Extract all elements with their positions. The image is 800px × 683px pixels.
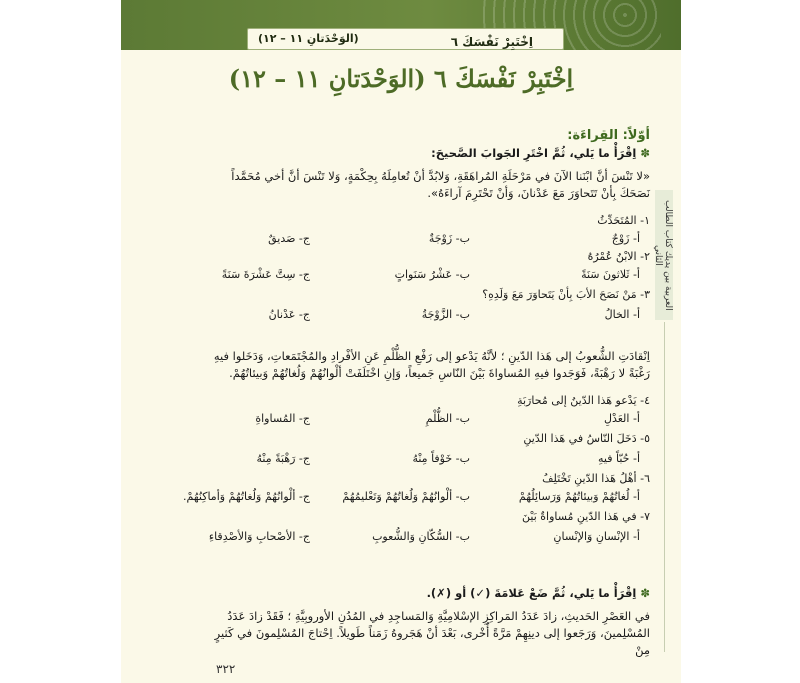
option-c: ج- رَهْبَةً مِنْهُ: [256, 452, 310, 465]
option-c: ج- سِتَّ عَشْرَةَ سَنَةً: [221, 268, 310, 281]
question-5: ٥- دَخَلَ النّاسُ في هَذا الدّينِ: [523, 432, 650, 445]
instruction-text: اِقْرَأْ ما يَلي، ثُمَّ اخْتَرِ الجَوابَ الصَّحيحَ:: [431, 146, 637, 160]
option-a: أ- ثَلاثونَ سَنَةً: [581, 268, 640, 281]
option-c: ج- الأصْحابِ وَالأصْدِقاءِ: [208, 530, 310, 543]
option-b: ب- الظُّلْمِ: [425, 412, 470, 425]
question-6: ٦- أهْلُ هَذا الدّينِ تَخْتَلِفُ: [542, 472, 650, 485]
page-number: ٣٢٢: [216, 662, 236, 676]
section1-heading: أوّلاً: القِراءَة:: [567, 128, 650, 143]
option-c: ج- صَديقٌ: [268, 232, 310, 245]
question-3: ٣- مَنْ نَصَحَ الأبَ بِأنْ يَتَحاوَرَ مَعَ وَلَدِهِ؟: [482, 288, 650, 301]
option-a: أ- الإنْسانِ وَالإنْسانِ: [553, 530, 640, 543]
option-a: أ- لُغاتُهُمْ وَبيئاتُهُمْ وَرَسائِلُهُمْ: [518, 490, 640, 503]
side-divider: [664, 322, 665, 652]
section2-instruction: [200, 586, 650, 601]
option-b: ب- السُّكّانِ وَالشُّعوبِ: [372, 530, 470, 543]
option-a: أ- العَدْلِ: [603, 412, 640, 425]
page-title: اِخْتَبِرْ نَفْسَكَ ٦ (الوَحْدَتانِ ١١ – ١٢): [228, 64, 574, 93]
option-a: أ- حُبّاً فيهِ: [598, 452, 640, 465]
star-icon: ✽: [636, 146, 650, 160]
header-units: (الوَحْدَتانِ ١١ – ١٢): [258, 32, 359, 45]
header-title: اِخْتَبِرْ نَفْسَكَ ٦: [450, 35, 533, 49]
page-paper: [121, 0, 681, 683]
option-c: ج- ألْوانُهُمْ وَلُغاتُهُمْ وَأماكِنُهُمْ.: [183, 490, 310, 503]
question-2: ٢- الابْنُ عُمْرُهُ: [587, 250, 650, 263]
option-b: ب- ألْوانُهُمْ وَلُغاتُهُمْ وَتَعْليمُهُمْ: [342, 490, 470, 503]
option-b: ب- خَوْفاً مِنْهُ: [412, 452, 470, 465]
option-b: ب- الزَّوْجَةُ: [421, 308, 470, 321]
option-b: ب- عَشْرُ سَنَواتٍ: [394, 268, 470, 281]
question-4: ٤- يَدْعو هَذا الدّينُ إلى مُحارَبَةِ: [517, 394, 650, 407]
passage-3: في العَصْرِ الحَديثِ، زادَ عَدَدُ المَراكِزِ الإسْلامِيَّةِ وَالمَساجِدِ في المُدُنِ الأوروبِيَّةِ ؛ فَقَدْ زادَ عَدَدُ المُسْلِمينَ، وَرَجَعوا إلى دينِهِمْ مَرَّةً أُخْرى، بَعْدَ أنْ هَجَروهُ زَمَناً طَويلاً. اِحْتاجَ المُسْلِمونَ في كَثيرٍ مِنْ: [214, 609, 650, 657]
side-tab-label: العربية بين يديك كتاب الطالب الثاني: [653, 199, 673, 311]
passage-1: «لا تَنْسَ أنَّ ابْنَنا الآنَ في مَرْحَلَةِ المُراهَقَةِ، وَلابُدَّ أنْ تُعامِلَهُ بِحِكْمَةٍ، وَلا تَنْسَ أنَّ أخي مُحَمَّداً نَصَحَكَ بِأنْ تَتَحاوَرَ مَعَ عَدْنانَ، وَأنْ تَحْتَرِمَ آراءَهُ».: [231, 169, 650, 200]
question-1: ١- المُتَحَدِّثُ: [597, 214, 650, 227]
option-c: ج- عَدْنانُ: [268, 308, 310, 321]
option-a: أ- زَوْجٌ: [611, 232, 640, 245]
option-b: ب- زَوْجَةٌ: [428, 232, 470, 245]
question-7: ٧- في هَذا الدّينِ مُساواةٌ بَيْنَ: [522, 510, 650, 523]
passage-2: اِنْقادَتِ الشُّعوبُ إلى هَذا الدّينِ ؛ لأنَّهُ يَدْعو إلى رَفْعِ الظُّلْمِ عَنِ الأفْرادِ والمُجْتَمَعاتِ، وَدَخَلوا فيهِ رَغْبَةً لا رَهْبَةً، فَوَجَدوا فيهِ المُساواةَ بَيْنَ النّاسِ جَميعاً، وَإنِ اخْتَلَفَتْ ألْوانُهُمْ وَلُغاتُهُمْ وَبيئاتُهُمْ.: [213, 349, 650, 380]
instruction-text: اِقْرَأْ ما يَلي، ثُمَّ ضَعْ عَلامَةَ (✓) أو (✗).: [426, 586, 637, 600]
option-c: ج- المُساواةِ: [255, 412, 310, 425]
option-a: أ- الخالُ: [604, 308, 640, 321]
section1-instruction: [200, 146, 650, 161]
star-icon: ✽: [636, 586, 650, 600]
header-bar: [247, 28, 564, 50]
